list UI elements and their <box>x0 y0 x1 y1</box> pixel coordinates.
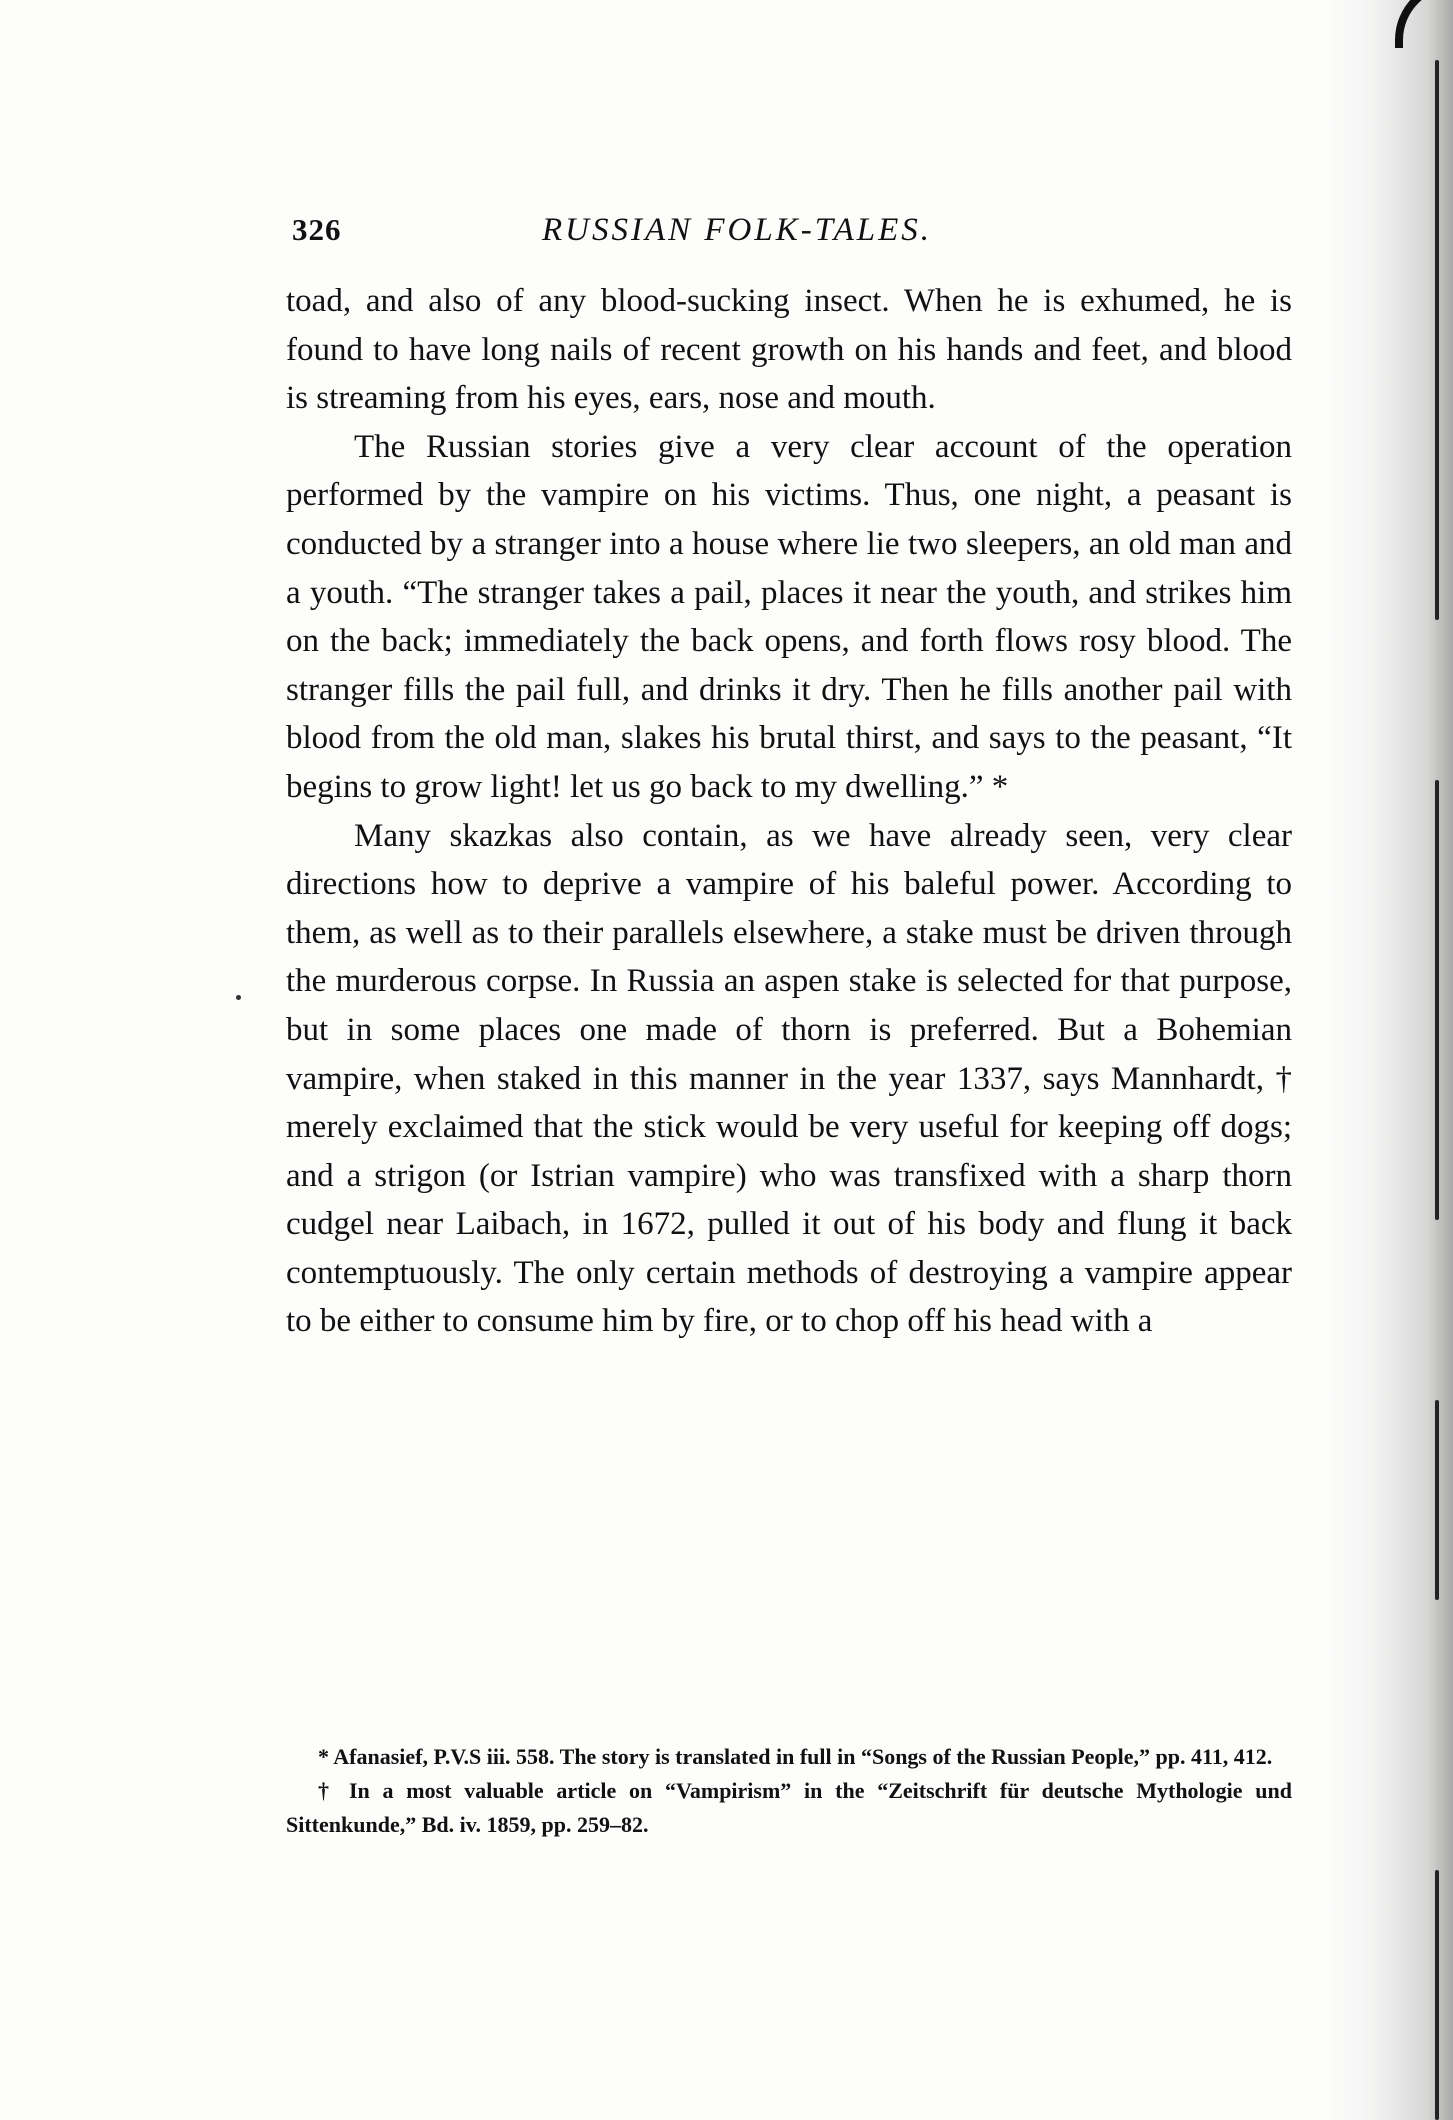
page-edge-line-3 <box>1435 1400 1439 1600</box>
body-text <box>286 277 1292 1346</box>
page-edge-shadow <box>1323 0 1453 2120</box>
footnotes <box>286 1740 1292 1842</box>
running-head: RUSSIAN FOLK-TALES. <box>542 212 933 248</box>
footnote-1: * Afanasief, P.V.S iii. 558. The story is translated in full in “Songs of the Russian People,” pp. 411, 412. <box>318 1744 1273 1769</box>
footnote-2: † In a most valuable article on “Vampirism” in the “Zeitschrift für deutsche Mythologie und Sittenkunde,” Bd. iv. 1859, pp. 259–82. <box>286 1778 1292 1837</box>
page-header <box>292 212 1292 252</box>
page-edge-curl <box>1395 0 1453 48</box>
page-edge-line-4 <box>1435 1870 1439 2120</box>
paragraph-3: Many skazkas also contain, as we have already seen, very clear directions how to deprive a vampire of his baleful power. According to them, as well as to their parallels elsewhere, a stake must be driven through the murderous corpse. In Russia an aspen stake is selected for that purpose, but in some places one made of thorn is preferred. But a Bohemian vampire, when staked in this manner in the year 1337, says Mannhardt, † merely exclaimed that the stick would be very useful for keeping off dogs; and a strigon (or Istrian vampire) who was transfixed with a sharp thorn cudgel near Laibach, in 1672, pulled it out of his body and flung it back contemptuously. The only certain methods of destroying a vampire appear to be either to consume him by fire, or to chop off his head with a <box>286 817 1292 1340</box>
page-edge-line-2 <box>1435 780 1439 1220</box>
page-edge-line-1 <box>1435 60 1439 620</box>
page-number: 326 <box>292 212 342 247</box>
paragraph-2: The Russian stories give a very clear account of the operation performed by the vampire on his victims. Thus, one night, a peasant is conducted by a stranger into a house where lie two sleepers, an old man and a youth. “The stranger takes a pail, places it near the youth, and strikes him on the back; immediately the back opens, and forth flows rosy blood. The stranger fills the pail full, and drinks it dry. Then he fills another pail with blood from the old man, slakes his brutal thirst, and says to the peasant, “It begins to grow light! let us go back to my dwelling.” * <box>286 428 1292 805</box>
stray-mark <box>236 995 241 1000</box>
paragraph-1: toad, and also of any blood-sucking insect. When he is exhumed, he is found to have long nails of recent growth on his hands and feet, and blood is streaming from his eyes, ears, nose and mouth. <box>286 283 1292 417</box>
